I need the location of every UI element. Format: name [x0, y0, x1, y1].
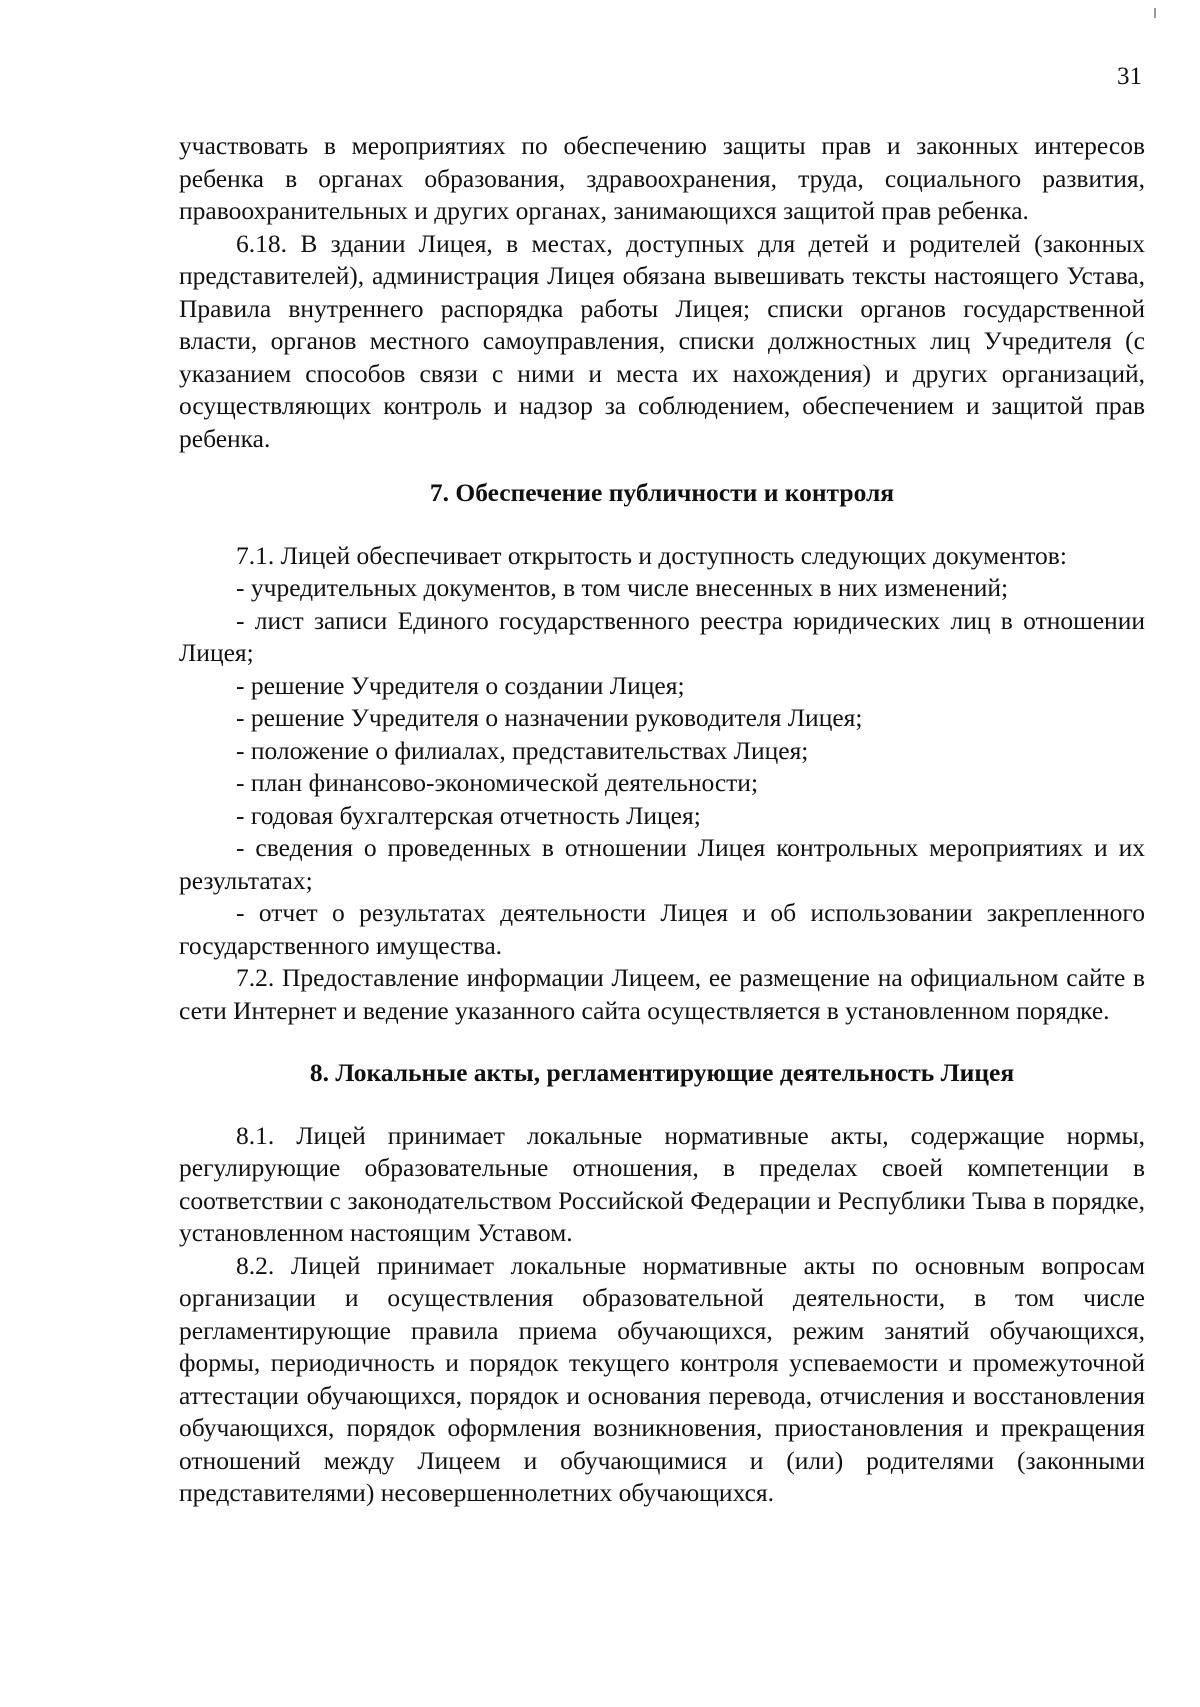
list-item: - лист записи Единого государственного реестра юридических лиц в отношении Лицея;	[179, 605, 1145, 667]
section-8-heading: 8. Локальные акты, регламентирующие деятельность Лицея	[309, 1058, 1015, 1087]
section-7-heading: 7. Обеспечение публичности и контроля	[429, 478, 895, 507]
scan-mark	[1154, 8, 1156, 18]
paragraph-8-2: 8.2. Лицей принимает локальные нормативные акты по основным вопросам организации и осуществления образовательной деятельности, в том числе регламентирующие правила приема обучающихся, режим занятий обучающихся, формы, периодичность и порядок текущего контроля успеваемости и промежуточной аттестации обучающихся, порядок и основания перевода, отчисления и восстановления обучающихся, порядок оформления возникновения, приостановления и прекращения отношений между Лицеем и обучающимися и (или) родителями (законными представителями) несовершеннолетних обучающихся.	[179, 1250, 1145, 1507]
list-item: - план финансово-экономической деятельности;	[236, 768, 759, 797]
paragraph-7-2: 7.2. Предоставление информации Лицеем, ее размещение на официальном сайте в сети Интернет и ведение указанного сайта осуществляется в установленном порядке.	[179, 963, 1145, 1025]
list-item: - учредительных документов, в том числе внесенных в них изменений;	[236, 573, 1009, 602]
list-item: - годовая бухгалтерская отчетность Лицея;	[236, 800, 701, 830]
list-item: - отчет о результатах деятельности Лицея и об использовании закрепленного государственного имущества.	[179, 898, 1145, 960]
list-item: - решение Учредителя о назначении руководителя Лицея;	[236, 703, 863, 732]
paragraph-continuation: участвовать в мероприятиях по обеспечению защиты прав и законных интересов ребенка в органах образования, здравоохранения, труда, социального развития, правоохранительных и других органах, занимающихся защитой прав ребенка.	[179, 131, 1145, 225]
paragraph-7-1: 7.1. Лицей обеспечивает открытость и доступность следующих документов:	[236, 540, 1067, 570]
list-item: - решение Учредителя о создании Лицея;	[236, 670, 685, 700]
list-item: - сведения о проведенных в отношении Лицея контрольных мероприятиях и их результатах;	[179, 833, 1145, 895]
paragraph-8-1: 8.1. Лицей принимает локальные нормативные акты, содержащие нормы, регулирующие образовательные отношения, в пределах своей компетенции в соответствии с законодательством Российской Федерации и Республики Тыва в порядке, установленном настоящим Уставом.	[179, 1120, 1145, 1247]
page-content	[179, 130, 1145, 1510]
paragraph-6-18: 6.18. В здании Лицея, в местах, доступных для детей и родителей (законных представителей), администрация Лицея обязана вывешивать тексты настоящего Устава, Правила внутреннего распорядка работы Лицея; списки органов государственной власти, органов местного самоуправления, списки должностных лиц Учредителя (с указанием способов связи с ними и места их нахождения) и других организаций, осуществляющих контроль и надзор за соблюдением, обеспечением и защитой прав ребенка.	[179, 228, 1145, 453]
list-item: - положение о филиалах, представительствах Лицея;	[236, 735, 809, 765]
page-number: 31	[1117, 63, 1142, 90]
